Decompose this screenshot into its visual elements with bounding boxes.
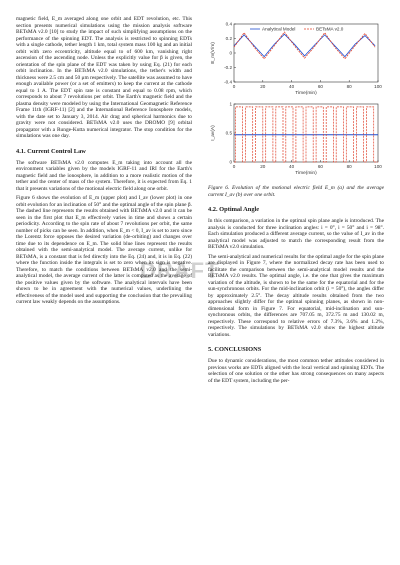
paragraph-betsma: The software BETsMA v2.0 computes E_m taking into account all the environment variables given by the models IGRF-11 and IRI for the Earth's magnetic field and the ionosphere, in addition to a more realistic motion of the tether and the center of mass of the system. Therefore, it is expected from Eq. 1 that it presents variations of the motional electric field along one orbit. (16, 159, 192, 192)
plot-frame-0 (234, 24, 378, 82)
paragraph-conclusions: Due to dynamic considerations, the most common tether attitudes considered in previous works are EDTs aligned with the local vertical and spinning EDTs. The selection of one solution or the other has strong consequences on many aspects of the EDT system, including the per- (208, 358, 384, 384)
x-tick-label-1-1: 20 (260, 164, 266, 169)
legend-label-betsma: BETsMA v2.0 (316, 26, 344, 32)
x-tick-label-0-1: 20 (260, 84, 266, 89)
x-axis-label-0: Time(min) (295, 91, 317, 96)
paragraph-optimal-2: The semi-analytical and numerical results for the optimal angle for the spin plane are displayed in Figure 7, where the normalized decay rate has been used to facilitate the comparison between the semi-analytical model results and the BETsMA v2.0 results. The optimal angle, i.e. the one that gives the maximum variation of the altitude, is shown to be the same for the equatorial and for the sun-synchronous orbits. For the mid-inclination orbit (i = 50°), the angles differ by approximately 2.5°. The decay altitude results obtained from the two approaches slightly differ for the optimal spinning planes, as shown in non-dimensional form in Figure 7. For equatorial, mid-inclination and sun-synchronous orbits, the differences are 707.05 m, 372.75 m and 130.02 m, respectively. These correspond to relative errors of 7.3%, 3.6% and 1.2%, respectively. The simulations by BETsMA v2.0 show the highest altitude variations. (208, 253, 384, 338)
y-tick-label-1-2: 0 (229, 159, 232, 165)
paragraph-optimal-1: In this comparison, a variation in the optimal spin plane angle is introduced. The analysis is conducted for three inclination angles: i = 0°, i = 50° and i = 98°. Each simulation produced a different average current, so the value of I_av in the analytical model was adjusted to match the corresponding result from the BETsMA v2.0 simulation. (208, 218, 384, 250)
figure-6-chart (208, 16, 384, 181)
x-tick-label-0-5: 100 (374, 84, 382, 89)
right-column (208, 16, 384, 387)
y-axis-label-1: I_av(A) (211, 125, 216, 141)
x-tick-label-1-4: 80 (346, 164, 352, 169)
x-tick-label-0-4: 80 (346, 84, 352, 89)
section-heading-current-control: 4.1. Current Control Law (16, 147, 86, 155)
y-tick-label-0-0: 0.4 (225, 21, 232, 27)
paragraph-figure6: Figure 6 shows the evolution of E_m (upper plot) and I_av (lower plot) in one orbit evolution for an inclination of 50° and the optimal angle of the spin plane β. The dashed line represents the results obtained with BETsMA v2.0 and it can be seen in the first plot that E_m effectively varies in time and shows a certain periodicity. According to the spin rate of about 7 revolutions per orbit, the same number of picks can be seen. In addition, when E_m < 0, I_av is set to zero since the Lorentz force opposes the desired variation (de-orbiting) and changes over time due to its dependence on E_m. The solid blue lines represent the results obtained with the semi-analytical model. The average current, unlike for BETsMA, is a constant that is fed directly into the Eq. (24) and, it is in Eq. (22) where the function inside the integrals is set to zero when its sign is negative. Therefore, to match the conditions between BETsMA v2.0 and the semi-analytical model, the average current of the latter is computed as the average of the positive values given by the software. The analytical intervals have been shown to be in agreement with the numerical values, underlining the effectiveness of the model used and supporting the conclusion that the prevailing current law weakly depends on the assumptions. (16, 195, 192, 305)
x-tick-label-1-5: 100 (374, 164, 382, 169)
x-tick-label-0-0: 0 (232, 84, 236, 89)
x-axis-label-1: Time(min) (295, 171, 317, 176)
figure-6 (208, 16, 384, 181)
y-tick-label-1-0: 1 (229, 101, 232, 107)
section-heading-conclusions: 5. CONCLUSIONS (208, 346, 262, 353)
y-tick-label-0-2: 0 (229, 50, 232, 56)
draft-watermark: DRAFT (140, 258, 220, 283)
paragraph-intro: magnetic field, E_m averaged along one orbit and EDT revolution, etc. This section presents numerical simulations using the mission analysis software BETsMA v2.0 [10] to study the impact of such simplifying assumptions on the performance of the spinning EDT. The analysis is restricted to spinning EDTs with a single cathode, tether length 1 km, total system mass 100 kg and an initial orbit with zero eccentricity, altitude equal to of 600 km, vanishing right ascension of the ascending node. Unless the explicitly value for β is given, the orientation of the spin plane of the EDT was taken by using Eq. (21) for each orbit inclination. In the BETsMA v2.0 simulations, the tether's width and thickness were 2.5 cm and 50 μm respectively. The satellite was assumed to have enough available power (or a set of emitters) to keep the current at the cathode equal to 1 A. The EDT spin rate is constant and equal to 0.08 rpm, which corresponds to about 7 revolutions per orbit. The Earth's magnetic field and the plasma density were modeled by using the International Geomagnetic Reference Frame 11th (IGRF-11) [2] and the International Reference Ionosphere models, with the date set to January 3, 2014. Air drag and spherical harmonics due to gravity were not considered. BETsMA v2.0 uses the DROMO [9] orbital propagator with a Runge-Kutta numerical integrator. The stop condition for the simulations was one day. (16, 16, 192, 139)
section-heading-optimal-angle: 4.2. Optimal Angle (208, 206, 260, 213)
y-tick-label-0-1: 0.2 (225, 36, 232, 42)
y-axis-label-0: E_m(V/m) (211, 42, 216, 64)
y-tick-label-0-4: -0.4 (224, 79, 232, 85)
x-tick-label-0-3: 60 (317, 84, 323, 89)
series-analytical-line (234, 34, 375, 56)
x-tick-label-1-2: 40 (289, 164, 295, 169)
y-tick-label-0-3: -0.2 (224, 65, 232, 71)
x-tick-label-1-0: 0 (232, 164, 236, 169)
x-tick-label-0-2: 40 (289, 84, 295, 89)
figure-6-caption: Figure 6. Evolution of the motional electric field E_m (a) and the average current I_av (b) over one orbit. (208, 185, 384, 198)
y-tick-label-1-1: 0.5 (225, 130, 232, 136)
legend-label-analytical: Analytical Model (262, 26, 296, 32)
x-tick-label-1-3: 60 (317, 164, 323, 169)
